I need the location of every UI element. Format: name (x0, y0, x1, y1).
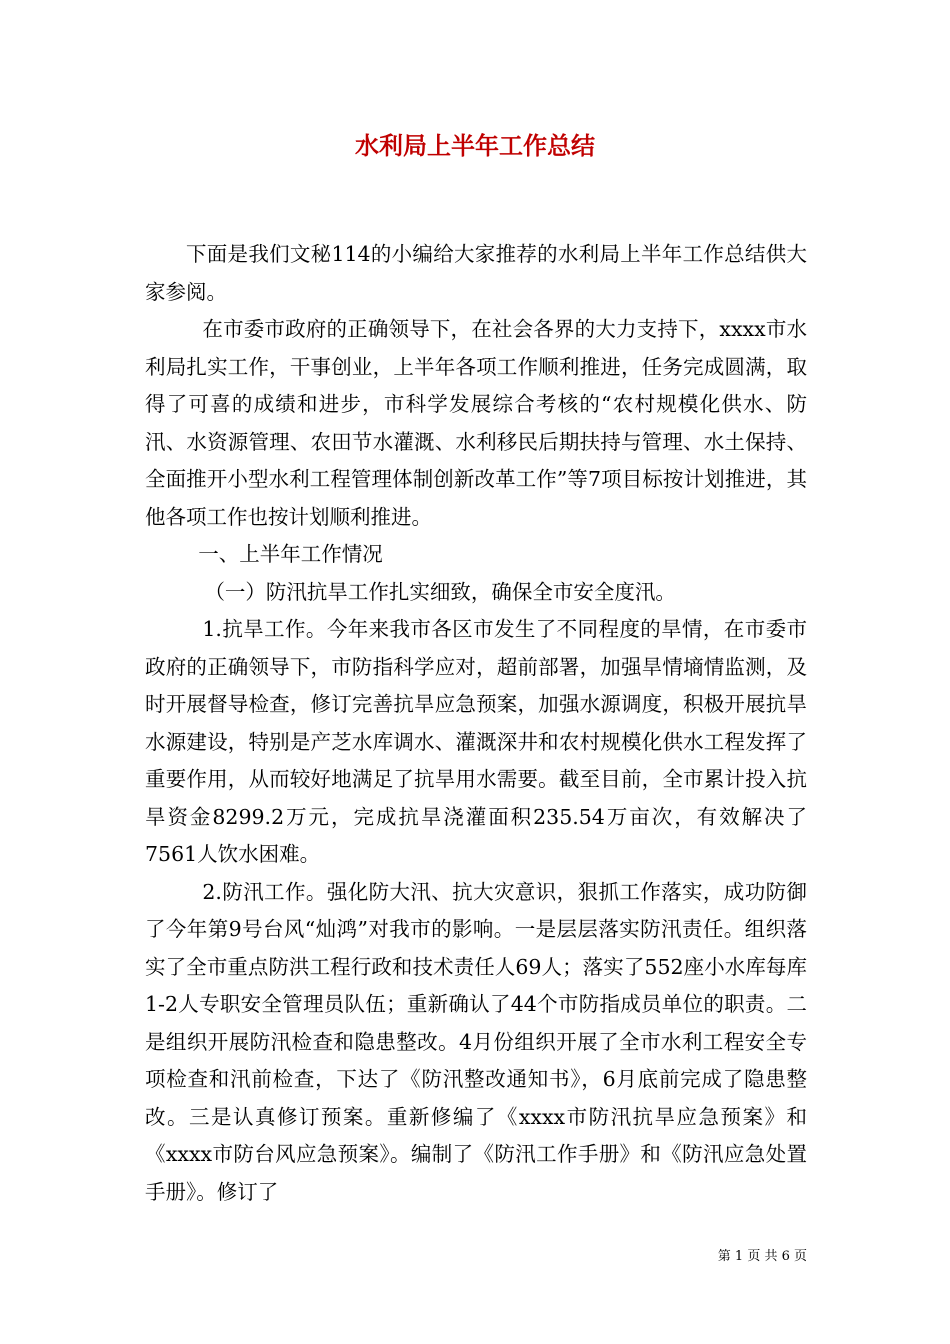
overview-paragraph: 在市委市政府的正确领导下，在社会各界的大力支持下，xxxx市水利局扎实工作，干事创业，上半年各项工作顺利推进，任务完成圆满，取得了可喜的成绩和进步，市科学发展综合考核的“农村规模化供水、防汛、水资源管理、农田节水灌溉、水利移民后期扶持与管理、水土保持、全面推开小型水利工程管理体制创新改革工作”等7项目标按计划推进，其他各项工作也按计划顺利推进。 (145, 317, 807, 529)
document-body (145, 236, 807, 1211)
section-heading: 一、上半年工作情况 (198, 542, 383, 566)
drought-paragraph: 1.抗旱工作。今年来我市各区市发生了不同程度的旱情，在市委市政府的正确领导下，市防指科学应对，超前部署，加强旱情墒情监测，及时开展督导检查，修订完善抗旱应急预案，加强水源调度，积极开展抗旱水源建设，特别是产芝水库调水、灌溉深井和农村规模化供水工程发挥了重要作用，从而较好地满足了抗旱用水需要。截至目前，全市累计投入抗旱资金8299.2万元，完成抗旱浇灌面积235.54万亩次，有效解决了7561人饮水困难。 (145, 617, 807, 866)
intro-paragraph: 下面是我们文秘114的小编给大家推荐的水利局上半年工作总结供大家参阅。 (145, 242, 807, 304)
page-number-footer: 第 1 页 共 6 页 (717, 1249, 807, 1264)
flood-paragraph: 2.防汛工作。强化防大汛、抗大灾意识，狠抓工作落实，成功防御了今年第9号台风“灿鸿”对我市的影响。一是层层落实防汛责任。组织落实了全市重点防洪工程行政和技术责任人69人；落实了552座小水库每库1-2人专职安全管理员队伍；重新确认了44个市防指成员单位的职责。二是组织开展防汛检查和隐患整改。4月份组织开展了全市水利工程安全专项检查和汛前检查，下达了《防汛整改通知书》，6月底前完成了隐患整改。三是认真修订预案。重新修编了《xxxx市防汛抗旱应急预案》和《xxxx市防台风应急预案》。编制了《防汛工作手册》和《防汛应急处置手册》。修订了 (145, 879, 807, 1204)
document-title: 水利局上半年工作总结 (355, 132, 595, 160)
subsection-heading: （一）防汛抗旱工作扎实细致，确保全市安全度汛。 (204, 579, 676, 604)
